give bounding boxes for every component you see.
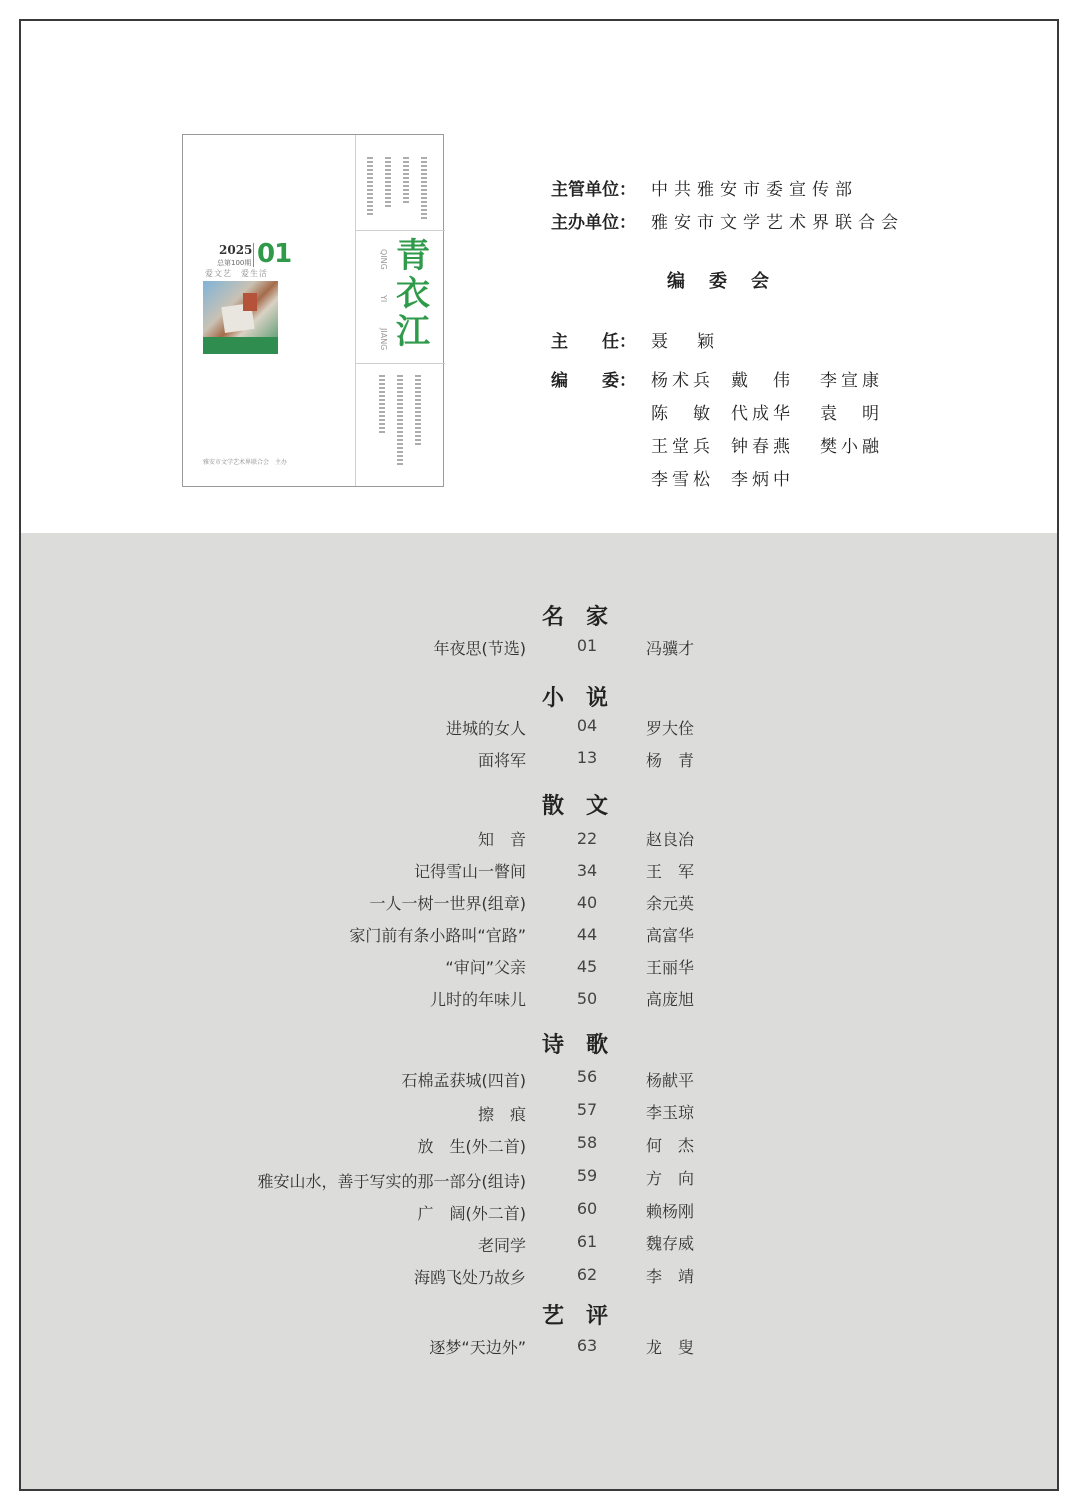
toc-item-page: 34	[576, 861, 598, 880]
editor-name: 李宣康	[820, 371, 883, 391]
page-frame	[19, 19, 1059, 1491]
toc-item-author: 赵良冶	[646, 830, 695, 849]
cover-pinyin	[378, 239, 388, 359]
toc-item-author: 罗大佺	[646, 719, 695, 738]
toc-item-page: 22	[576, 829, 598, 848]
editor-name: 戴 伟	[731, 371, 794, 391]
cover-contents-column	[403, 157, 409, 205]
cover-publisher: 雅安市文学艺术界联合会 主办	[203, 459, 288, 466]
supervisor-label: 主管单位：	[551, 180, 636, 200]
cover-pinyin-part: QING	[379, 248, 388, 270]
masthead-area	[21, 21, 1057, 533]
toc-item-title: 海鸥飞处乃故乡	[413, 1268, 526, 1287]
toc-item-page: 63	[576, 1336, 598, 1355]
cover-title-char: 江	[396, 312, 430, 352]
editor-name: 代成华	[731, 404, 794, 424]
toc-item-title: 广 阔(外二首)	[417, 1204, 526, 1223]
toc-item-page: 62	[576, 1265, 598, 1284]
toc-item-author: 王 军	[646, 862, 695, 881]
toc-item-author: 何 杰	[646, 1136, 695, 1155]
cover-photo	[203, 281, 278, 354]
editors-label: 编 委：	[551, 371, 636, 391]
toc-section-title: 诗歌	[541, 1032, 630, 1058]
cover-contents-column	[415, 375, 421, 445]
toc-item-page: 50	[576, 989, 598, 1008]
cover-title-char: 青	[396, 236, 430, 276]
cover-divider	[355, 363, 445, 364]
toc-item-page: 61	[576, 1232, 598, 1251]
toc-section-title: 散文	[541, 793, 630, 819]
toc-item-title: 年夜思(节选)	[433, 639, 526, 658]
toc-item-title: 进城的女人	[445, 719, 526, 738]
toc-item-page: 45	[576, 957, 598, 976]
toc-item-author: 余元英	[646, 894, 695, 913]
cover-separator	[253, 243, 254, 267]
editor-name: 陈 敏	[651, 404, 714, 424]
toc-item-author: 李 靖	[646, 1267, 695, 1286]
toc-item-page: 40	[576, 893, 598, 912]
toc-item-title: 儿时的年味儿	[429, 990, 526, 1009]
table-of-contents	[21, 533, 1057, 1491]
editorial-board-heading: 编委会	[667, 271, 793, 292]
toc-item-author: 高庞旭	[646, 990, 695, 1009]
toc-item-title: 雅安山水，善于写实的那一部分(组诗)	[257, 1172, 526, 1191]
toc-item-page: 57	[576, 1100, 598, 1119]
toc-item-author: 李玉琼	[646, 1103, 695, 1122]
editor-name: 钟春燕	[731, 437, 794, 457]
toc-item-title: “审问”父亲	[445, 958, 526, 977]
cover-pinyin-part: JIANG	[379, 327, 388, 351]
magazine-cover-image	[182, 134, 444, 487]
toc-item-title: 家门前有条小路叫“官路”	[349, 926, 526, 945]
toc-item-page: 44	[576, 925, 598, 944]
toc-item-page: 58	[576, 1133, 598, 1152]
toc-section-title: 名家	[541, 604, 630, 630]
toc-item-author: 方 向	[646, 1169, 695, 1188]
toc-item-author: 杨献平	[646, 1071, 695, 1090]
toc-item-author: 王丽华	[646, 958, 695, 977]
toc-item-page: 01	[576, 636, 598, 655]
toc-item-author: 龙 叟	[646, 1338, 695, 1357]
toc-item-title: 一人一树一世界(组章)	[369, 894, 526, 913]
toc-section-title: 艺评	[541, 1303, 630, 1329]
cover-contents-column	[421, 157, 427, 219]
cover-title	[391, 237, 435, 351]
toc-item-author: 高富华	[646, 926, 695, 945]
cover-slogan: 爱文艺 爱生活	[205, 269, 268, 278]
cover-issue-count: 总第100期	[217, 259, 252, 267]
toc-item-page: 13	[576, 748, 598, 767]
cover-contents-column	[397, 375, 403, 465]
cover-title-char: 衣	[396, 274, 430, 314]
sponsor-label: 主办单位：	[551, 213, 636, 233]
toc-item-page: 56	[576, 1067, 598, 1086]
toc-item-author: 冯骥才	[646, 639, 695, 658]
toc-item-title: 面将军	[477, 751, 526, 770]
toc-item-author: 魏存威	[646, 1234, 695, 1253]
editor-name: 樊小融	[820, 437, 883, 457]
toc-item-title: 石棉孟获城(四首)	[401, 1071, 526, 1090]
toc-item-title: 老同学	[477, 1236, 526, 1255]
cover-contents-column	[367, 157, 373, 215]
cover-issue-number: 01	[257, 239, 292, 269]
editor-name: 李炳中	[731, 470, 794, 490]
toc-item-page: 60	[576, 1199, 598, 1218]
cover-contents-column	[385, 157, 391, 207]
editor-name: 李雪松	[651, 470, 714, 490]
toc-item-title: 记得雪山一瞥间	[413, 862, 526, 881]
supervisor-value: 中共雅安市委宣传部	[651, 180, 858, 200]
toc-item-title: 擦 痕	[477, 1105, 526, 1124]
sponsor-value: 雅安市文学艺术界联合会	[651, 213, 904, 233]
cover-contents-column	[379, 375, 385, 435]
director-value: 聂 颖	[651, 332, 720, 352]
toc-item-title: 放 生(外二首)	[417, 1137, 526, 1156]
toc-item-title: 知 音	[477, 830, 526, 849]
director-label: 主 任：	[551, 332, 636, 352]
cover-pinyin-part: YI	[379, 295, 388, 303]
cover-year: 2025	[219, 243, 253, 257]
editor-name: 杨术兵	[651, 371, 714, 391]
toc-item-page: 59	[576, 1166, 598, 1185]
toc-item-author: 杨 青	[646, 751, 695, 770]
toc-item-title: 逐梦“天边外”	[429, 1338, 526, 1357]
editor-name: 王堂兵	[651, 437, 714, 457]
toc-section-title: 小说	[541, 685, 630, 711]
toc-item-author: 赖杨刚	[646, 1202, 695, 1221]
cover-divider	[355, 230, 445, 231]
editor-name: 袁 明	[820, 404, 883, 424]
cover-divider	[355, 135, 356, 486]
toc-item-page: 04	[576, 716, 598, 735]
